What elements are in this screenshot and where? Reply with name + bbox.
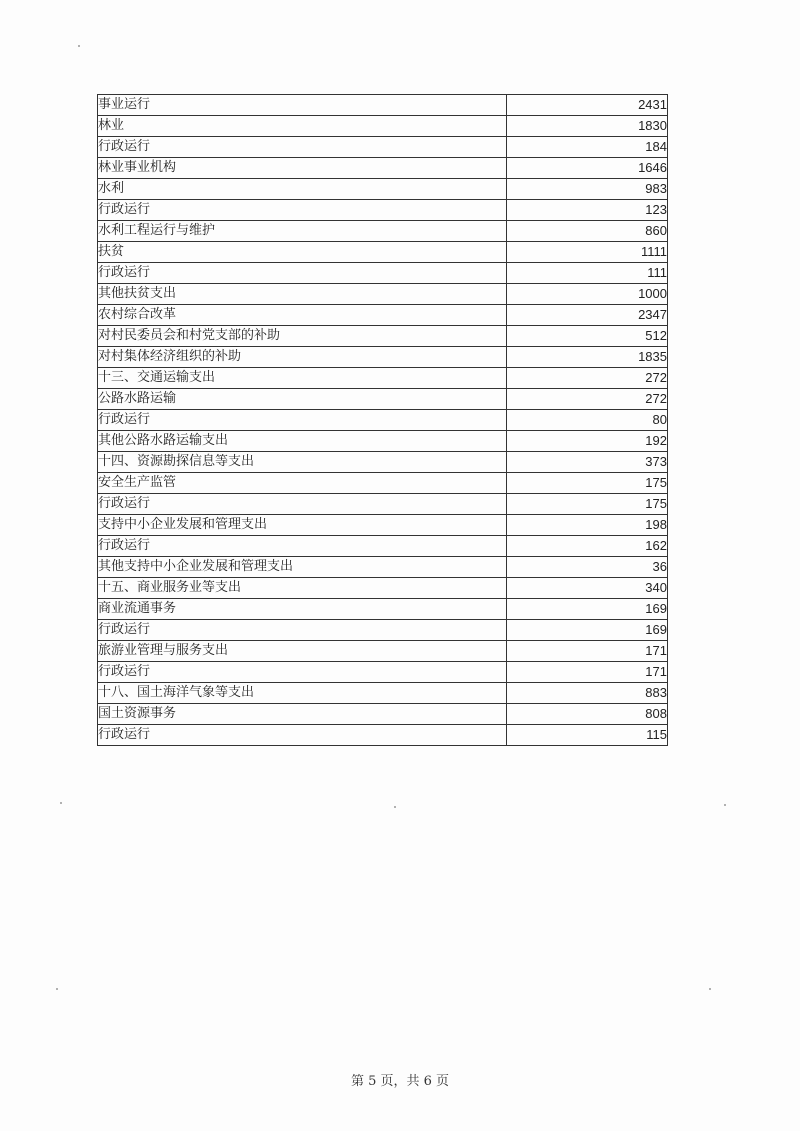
table-row xyxy=(98,599,668,620)
amount-cell: 169 xyxy=(507,620,668,641)
scan-speck xyxy=(78,45,80,47)
item-name-cell: 林业 xyxy=(98,116,507,137)
amount-cell: 272 xyxy=(507,389,668,410)
amount-cell: 169 xyxy=(507,599,668,620)
item-name-cell: 旅游业管理与服务支出 xyxy=(98,641,507,662)
table-row xyxy=(98,305,668,326)
item-name-cell: 行政运行 xyxy=(98,263,507,284)
amount-cell: 175 xyxy=(507,473,668,494)
table-row xyxy=(98,704,668,725)
table-row xyxy=(98,179,668,200)
table-row xyxy=(98,473,668,494)
amount-cell: 983 xyxy=(507,179,668,200)
table-row xyxy=(98,263,668,284)
item-name-cell: 行政运行 xyxy=(98,536,507,557)
table-row xyxy=(98,494,668,515)
amount-cell: 80 xyxy=(507,410,668,431)
item-name-cell: 支持中小企业发展和管理支出 xyxy=(98,515,507,536)
expenditure-table xyxy=(97,94,668,746)
table-row xyxy=(98,410,668,431)
item-name-cell: 行政运行 xyxy=(98,725,507,746)
table-row xyxy=(98,725,668,746)
item-name-cell: 林业事业机构 xyxy=(98,158,507,179)
item-name-cell: 安全生产监管 xyxy=(98,473,507,494)
amount-cell: 2431 xyxy=(507,95,668,116)
amount-cell: 123 xyxy=(507,200,668,221)
amount-cell: 340 xyxy=(507,578,668,599)
table-row xyxy=(98,641,668,662)
amount-cell: 198 xyxy=(507,515,668,536)
amount-cell: 192 xyxy=(507,431,668,452)
table-row xyxy=(98,347,668,368)
table-row xyxy=(98,95,668,116)
table-row xyxy=(98,683,668,704)
table-row xyxy=(98,452,668,473)
item-name-cell: 十八、国土海洋气象等支出 xyxy=(98,683,507,704)
amount-cell: 1111 xyxy=(507,242,668,263)
amount-cell: 2347 xyxy=(507,305,668,326)
table-row xyxy=(98,242,668,263)
table-row xyxy=(98,137,668,158)
scan-speck xyxy=(60,802,62,804)
item-name-cell: 行政运行 xyxy=(98,494,507,515)
amount-cell: 171 xyxy=(507,662,668,683)
item-name-cell: 其他公路水路运输支出 xyxy=(98,431,507,452)
item-name-cell: 十四、资源勘探信息等支出 xyxy=(98,452,507,473)
amount-cell: 162 xyxy=(507,536,668,557)
item-name-cell: 行政运行 xyxy=(98,200,507,221)
item-name-cell: 农村综合改革 xyxy=(98,305,507,326)
amount-cell: 171 xyxy=(507,641,668,662)
table-row xyxy=(98,158,668,179)
amount-cell: 1646 xyxy=(507,158,668,179)
item-name-cell: 十五、商业服务业等支出 xyxy=(98,578,507,599)
item-name-cell: 其他扶贫支出 xyxy=(98,284,507,305)
table-row xyxy=(98,578,668,599)
table-row xyxy=(98,662,668,683)
expenditure-table-body xyxy=(98,95,668,746)
scan-speck xyxy=(724,804,726,806)
item-name-cell: 对村集体经济组织的补助 xyxy=(98,347,507,368)
table-row xyxy=(98,326,668,347)
amount-cell: 808 xyxy=(507,704,668,725)
item-name-cell: 公路水路运输 xyxy=(98,389,507,410)
page-number-footer: 第 5 页，共 6 页 xyxy=(350,1074,450,1089)
item-name-cell: 对村民委员会和村党支部的补助 xyxy=(98,326,507,347)
item-name-cell: 行政运行 xyxy=(98,137,507,158)
table-row xyxy=(98,620,668,641)
item-name-cell: 国土资源事务 xyxy=(98,704,507,725)
item-name-cell: 水利 xyxy=(98,179,507,200)
table-row xyxy=(98,431,668,452)
item-name-cell: 其他支持中小企业发展和管理支出 xyxy=(98,557,507,578)
amount-cell: 1000 xyxy=(507,284,668,305)
item-name-cell: 扶贫 xyxy=(98,242,507,263)
item-name-cell: 行政运行 xyxy=(98,620,507,641)
table-row xyxy=(98,221,668,242)
item-name-cell: 行政运行 xyxy=(98,410,507,431)
item-name-cell: 商业流通事务 xyxy=(98,599,507,620)
amount-cell: 115 xyxy=(507,725,668,746)
amount-cell: 1830 xyxy=(507,116,668,137)
amount-cell: 111 xyxy=(507,263,668,284)
scan-speck xyxy=(709,988,711,990)
amount-cell: 512 xyxy=(507,326,668,347)
scan-speck xyxy=(56,988,58,990)
table-row xyxy=(98,368,668,389)
amount-cell: 860 xyxy=(507,221,668,242)
table-row xyxy=(98,536,668,557)
table-row xyxy=(98,200,668,221)
table-row xyxy=(98,515,668,536)
table-row xyxy=(98,284,668,305)
amount-cell: 36 xyxy=(507,557,668,578)
table-row xyxy=(98,389,668,410)
amount-cell: 373 xyxy=(507,452,668,473)
item-name-cell: 水利工程运行与维护 xyxy=(98,221,507,242)
scan-speck xyxy=(394,806,396,808)
table-row xyxy=(98,557,668,578)
amount-cell: 184 xyxy=(507,137,668,158)
amount-cell: 1835 xyxy=(507,347,668,368)
item-name-cell: 行政运行 xyxy=(98,662,507,683)
table-row xyxy=(98,116,668,137)
amount-cell: 272 xyxy=(507,368,668,389)
amount-cell: 883 xyxy=(507,683,668,704)
item-name-cell: 十三、交通运输支出 xyxy=(98,368,507,389)
amount-cell: 175 xyxy=(507,494,668,515)
item-name-cell: 事业运行 xyxy=(98,95,507,116)
